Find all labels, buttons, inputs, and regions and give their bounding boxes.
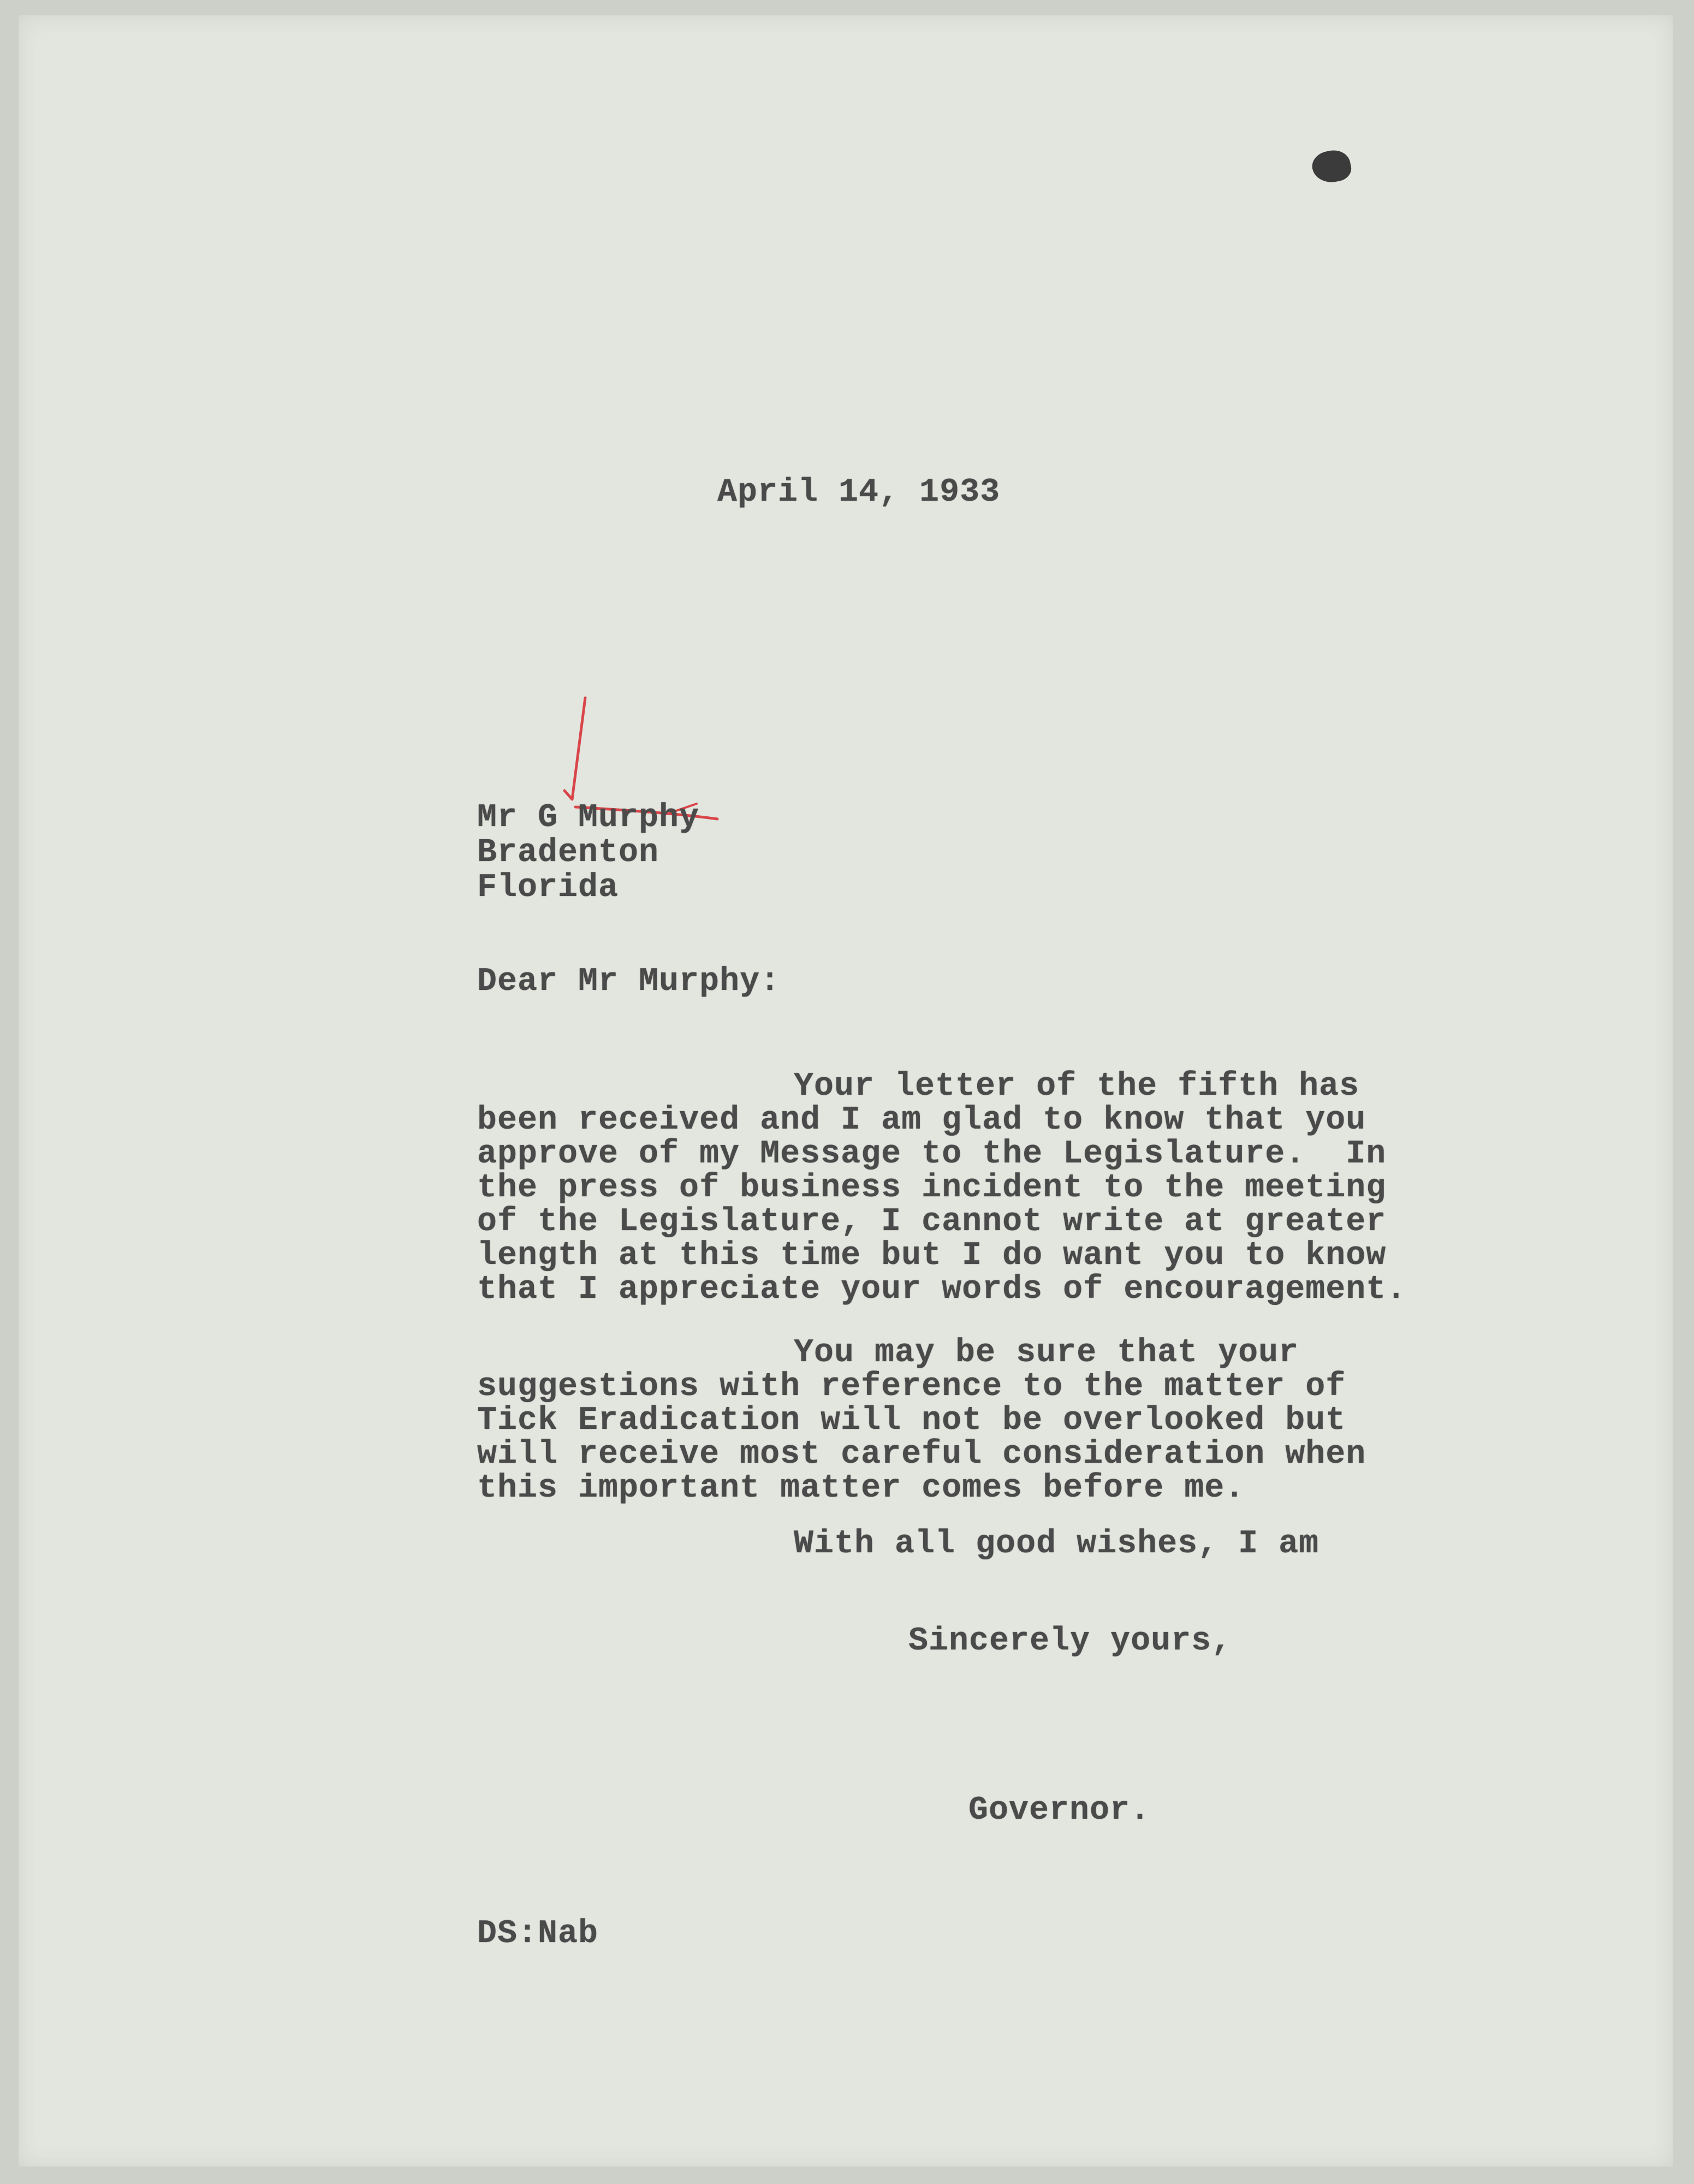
paragraph2-line: will receive most careful consideration when [477, 1436, 1366, 1473]
paragraph1-line: of the Legislature, I cannot write at greater [477, 1203, 1387, 1241]
paragraph1-line: that I appreciate your words of encouragement. [477, 1271, 1407, 1308]
salutation: Dear Mr Murphy: [477, 963, 781, 1000]
signer-title: Governor. [968, 1792, 1151, 1829]
paragraph2-line: suggestions with reference to the matter of [477, 1368, 1346, 1405]
signoff: Sincerely yours, [908, 1623, 1232, 1660]
letter-page [19, 15, 1673, 2167]
paragraph1-line: length at this time but I do want you to know [477, 1237, 1387, 1274]
typist-initials: DS:Nab [477, 1915, 599, 1952]
paragraph2-line: You may be sure that your [794, 1334, 1299, 1372]
recipient-name: Mr G Murphy [477, 799, 700, 836]
recipient-city: Bradenton [477, 834, 659, 871]
recipient-state: Florida [477, 869, 619, 906]
paragraph1-line: approve of my Message to the Legislature. In [477, 1136, 1387, 1173]
closing-line: With all good wishes, I am [794, 1526, 1319, 1563]
paragraph2-line: this important matter comes before me. [477, 1470, 1245, 1507]
paragraph1-line: Your letter of the fifth has [794, 1068, 1360, 1105]
letter-date: April 14, 1933 [717, 474, 1001, 511]
punch-hole [1310, 147, 1354, 186]
paragraph2-line: Tick Eradication will not be overlooked but [477, 1402, 1346, 1439]
paragraph1-line: the press of business incident to the meeting [477, 1170, 1387, 1207]
paragraph1-line: been received and I am glad to know that you [477, 1102, 1366, 1139]
